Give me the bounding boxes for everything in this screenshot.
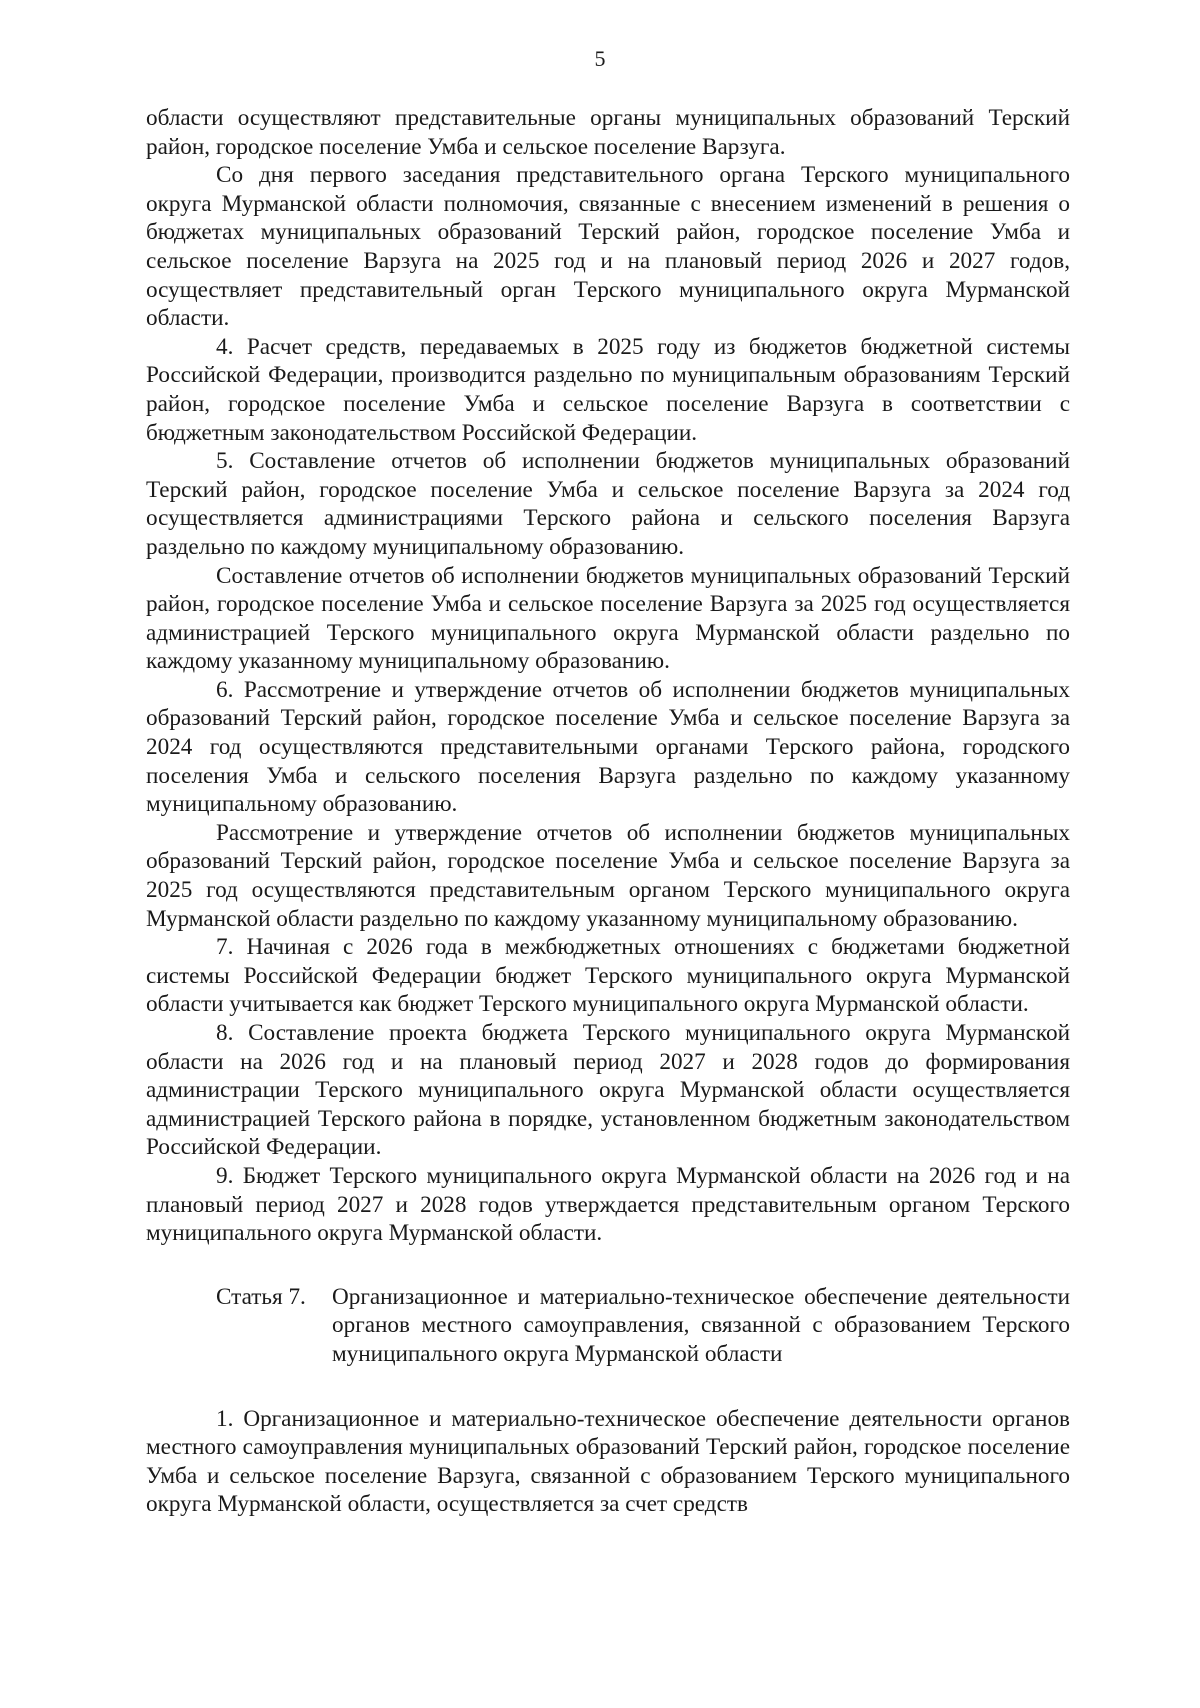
paragraph: Рассмотрение и утверждение отчетов об исполнении бюджетов муниципальных образований Терский район, городское поселение Умба и сельское поселение Варзуга за 2025 год осуществляются представительным органом Терского муниципального округа Мурманской области раздельно по каждому указанному муниципальному образованию. (146, 819, 1070, 932)
paragraph: 7. Начиная с 2026 года в межбюджетных отношениях с бюджетами бюджетной системы Российской Федерации бюджет Терского муниципального округа Мурманской области учитывается как бюджет Терского муниципального округа Мурманской области. (146, 934, 1070, 1018)
paragraph: области осуществляют представительные органы муниципальных образований Терский район, городское поселение Умба и сельское поселение Варзуга. (146, 105, 1070, 160)
paragraph: 1. Организационное и материально-техническое обеспечение деятельности органов местного самоуправления муниципальных образований Терский район, городское поселение Умба и сельское поселение Варзуга, связанной с образованием Терского муниципального округа Мурманской области, осуществляется за счет средств (146, 1405, 1070, 1518)
paragraph: 9. Бюджет Терского муниципального округа Мурманской области на 2026 год и на плановый период 2027 и 2028 годов утверждается представительным органом Терского муниципального округа Мурманской области. (146, 1162, 1070, 1247)
paragraph: Со дня первого заседания представительного органа Терского муниципального округа Мурманской области полномочия, связанные с внесением изменений в решения о бюджетах муниципальных образований Терский район, городское поселение Умба и сельское поселение Варзуга на 2025 год и на плановый период 2026 и 2027 годов, осуществляет представительный орган Терского муниципального округа Мурманской области. (146, 162, 1070, 332)
paragraph: 5. Составление отчетов об исполнении бюджетов муниципальных образований Терский район, городское поселение Умба и сельское поселение Варзуга за 2024 год осуществляется администрациями Терского района и сельского поселения Варзуга раздельно по каждому муниципальному образованию. (146, 448, 1070, 560)
article-body (146, 1405, 1070, 1519)
page-number: 5 (594, 46, 606, 71)
paragraph: 4. Расчет средств, передаваемых в 2025 году из бюджетов бюджетной системы Российской Федерации, производится раздельно по муниципальным образованиям Терский район, городское поселение Умба и сельское поселение Варзуга в соответствии с бюджетным законодательством Российской Федерации. (146, 333, 1070, 446)
article-number: Статья 7. (216, 1283, 306, 1310)
article-title: Организационное и материально-техническое обеспечение деятельности органов местного самоуправления, связанной с образованием Терского муниципального округа Мурманской области (332, 1283, 1070, 1367)
paragraph: 8. Составление проекта бюджета Терского муниципального округа Мурманской области на 2026 год и на плановый период 2027 и 2028 годов до формирования администрации Терского муниципального округа Мурманской области осуществляется администрацией Терского района в порядке, установленном бюджетным законодательством Российской Федерации. (146, 1020, 1070, 1161)
paragraph: 6. Рассмотрение и утверждение отчетов об исполнении бюджетов муниципальных образований Терский район, городское поселение Умба и сельское поселение Варзуга за 2024 год осуществляются представительными органами Терского района, городского поселения Умба и сельского поселения Варзуга раздельно по каждому указанному муниципальному образованию. (146, 676, 1070, 818)
article-heading (146, 1283, 1070, 1369)
paragraph: Составление отчетов об исполнении бюджетов муниципальных образований Терский район, городское поселение Умба и сельское поселение Варзуга за 2025 год осуществляется администрацией Терского муниципального округа Мурманской области раздельно по каждому указанному муниципальному образованию. (146, 562, 1070, 675)
document-body (146, 104, 1070, 1519)
